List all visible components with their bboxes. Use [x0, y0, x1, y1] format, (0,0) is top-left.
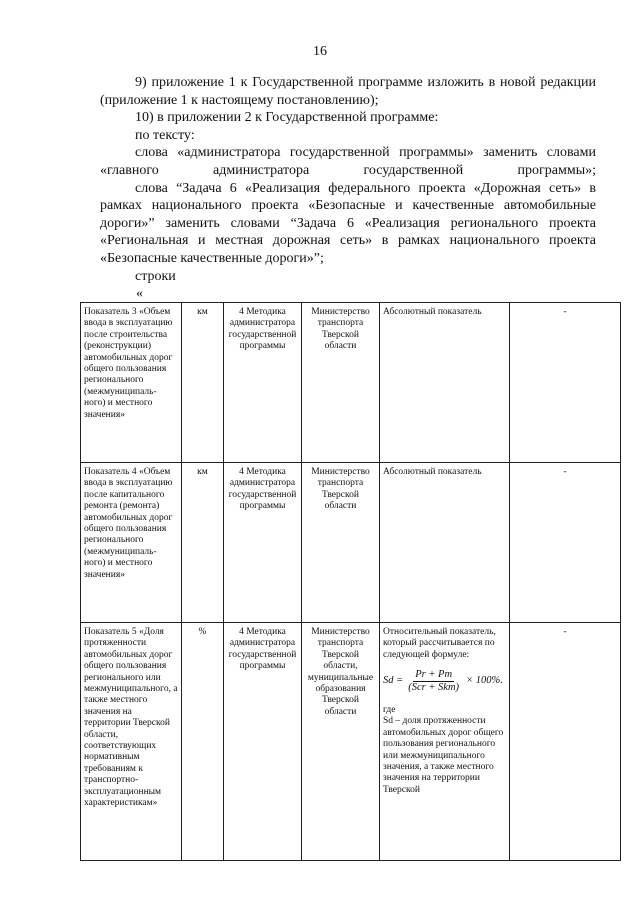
- formula-lhs: Sd =: [383, 675, 404, 687]
- table-row: [81, 623, 621, 861]
- formula-numerator: Pr + Pm: [415, 669, 453, 681]
- table-row: [81, 463, 621, 623]
- formula-where: где: [383, 705, 396, 716]
- indicator-unit: %: [182, 623, 224, 861]
- indicator-value: -: [510, 623, 621, 861]
- indicator-type: Абсолютный показатель: [380, 303, 510, 463]
- indicator-method: 4 Методика администратора государственной программы: [224, 623, 302, 861]
- table-row: [81, 303, 621, 463]
- indicator-value: -: [510, 303, 621, 463]
- indicator-unit: км: [182, 303, 224, 463]
- page-number: 16: [313, 44, 327, 59]
- indicator-unit: км: [182, 463, 224, 623]
- opening-quote: «: [136, 286, 143, 301]
- indicator-type: Абсолютный показатель: [380, 463, 510, 623]
- paragraph-replace-task: слова “Задача 6 «Реализация федерального проекта «Дорожная сеть» в рамках национального проекта «Безопасные и качественные автомобильные дороги»” заменить словами “Задача 6 «Реализация регионального проекта «Региональная и местная дорожная сеть» в рамках национального проекта «Безопасные качественные дороги»”;: [100, 180, 596, 266]
- indicator-type-intro: Относительный показатель, который рассчитывается по следующей формуле:: [383, 627, 496, 660]
- paragraph-lines: строки: [135, 268, 176, 284]
- paragraph-replace-words: слова «администратора государственной программы» заменить словами «главного администратора государственной программы»;: [100, 145, 596, 178]
- formula-multiplier: × 100%.: [466, 675, 503, 687]
- formula: [383, 669, 506, 693]
- indicator-name: Показатель 5 «Доля протяженности автомобильных дорог общего пользования регионального или межмуниципального, а также местного значения на территории Тверской области, соответствующих нормативным требованиям к транспортно-эксплуатационным характеристикам»: [81, 623, 182, 861]
- paragraph-by-text: по тексту:: [135, 127, 195, 143]
- indicator-responsible: Министерство транспорта Тверской области, муниципальные образования Тверской области: [302, 623, 380, 861]
- indicator-method: 4 Методика администратора государственной программы: [224, 463, 302, 623]
- indicators-table: [80, 302, 621, 861]
- body-text: [100, 74, 596, 285]
- indicator-method: 4 Методика администратора государственной программы: [224, 303, 302, 463]
- formula-denominator: (Scr + Skm): [408, 681, 460, 693]
- indicator-value: -: [510, 463, 621, 623]
- formula-fraction: [406, 669, 461, 693]
- indicator-name: Показатель 3 «Объем ввода в эксплуатацию после строительства (реконструкции) автомобильных дорог общего пользования регионального (межмуниципаль-ного) и местного значения»: [81, 303, 182, 463]
- indicator-name: Показатель 4 «Объем ввода в эксплуатацию после капитального ремонта (ремонта) автомобильных дорог общего пользования регионального (межмуниципаль-ного) и местного значения»: [81, 463, 182, 623]
- indicator-responsible: Министерство транспорта Тверской области: [302, 463, 380, 623]
- indicator-type-cell: [380, 623, 510, 861]
- paragraph-item-10: 10) в приложении 2 к Государственной программе:: [135, 110, 439, 126]
- formula-definition: Sd – доля протяженности автомобильных дорог общего пользования регионального или межмуниципального значения, а также местного значения на территории Тверской: [383, 716, 504, 795]
- indicator-responsible: Министерство транспорта Тверской области: [302, 303, 380, 463]
- paragraph-item-9: 9) приложение 1 к Государственной программе изложить в новой редакции (приложение 1 к настоящему постановлению);: [100, 75, 596, 108]
